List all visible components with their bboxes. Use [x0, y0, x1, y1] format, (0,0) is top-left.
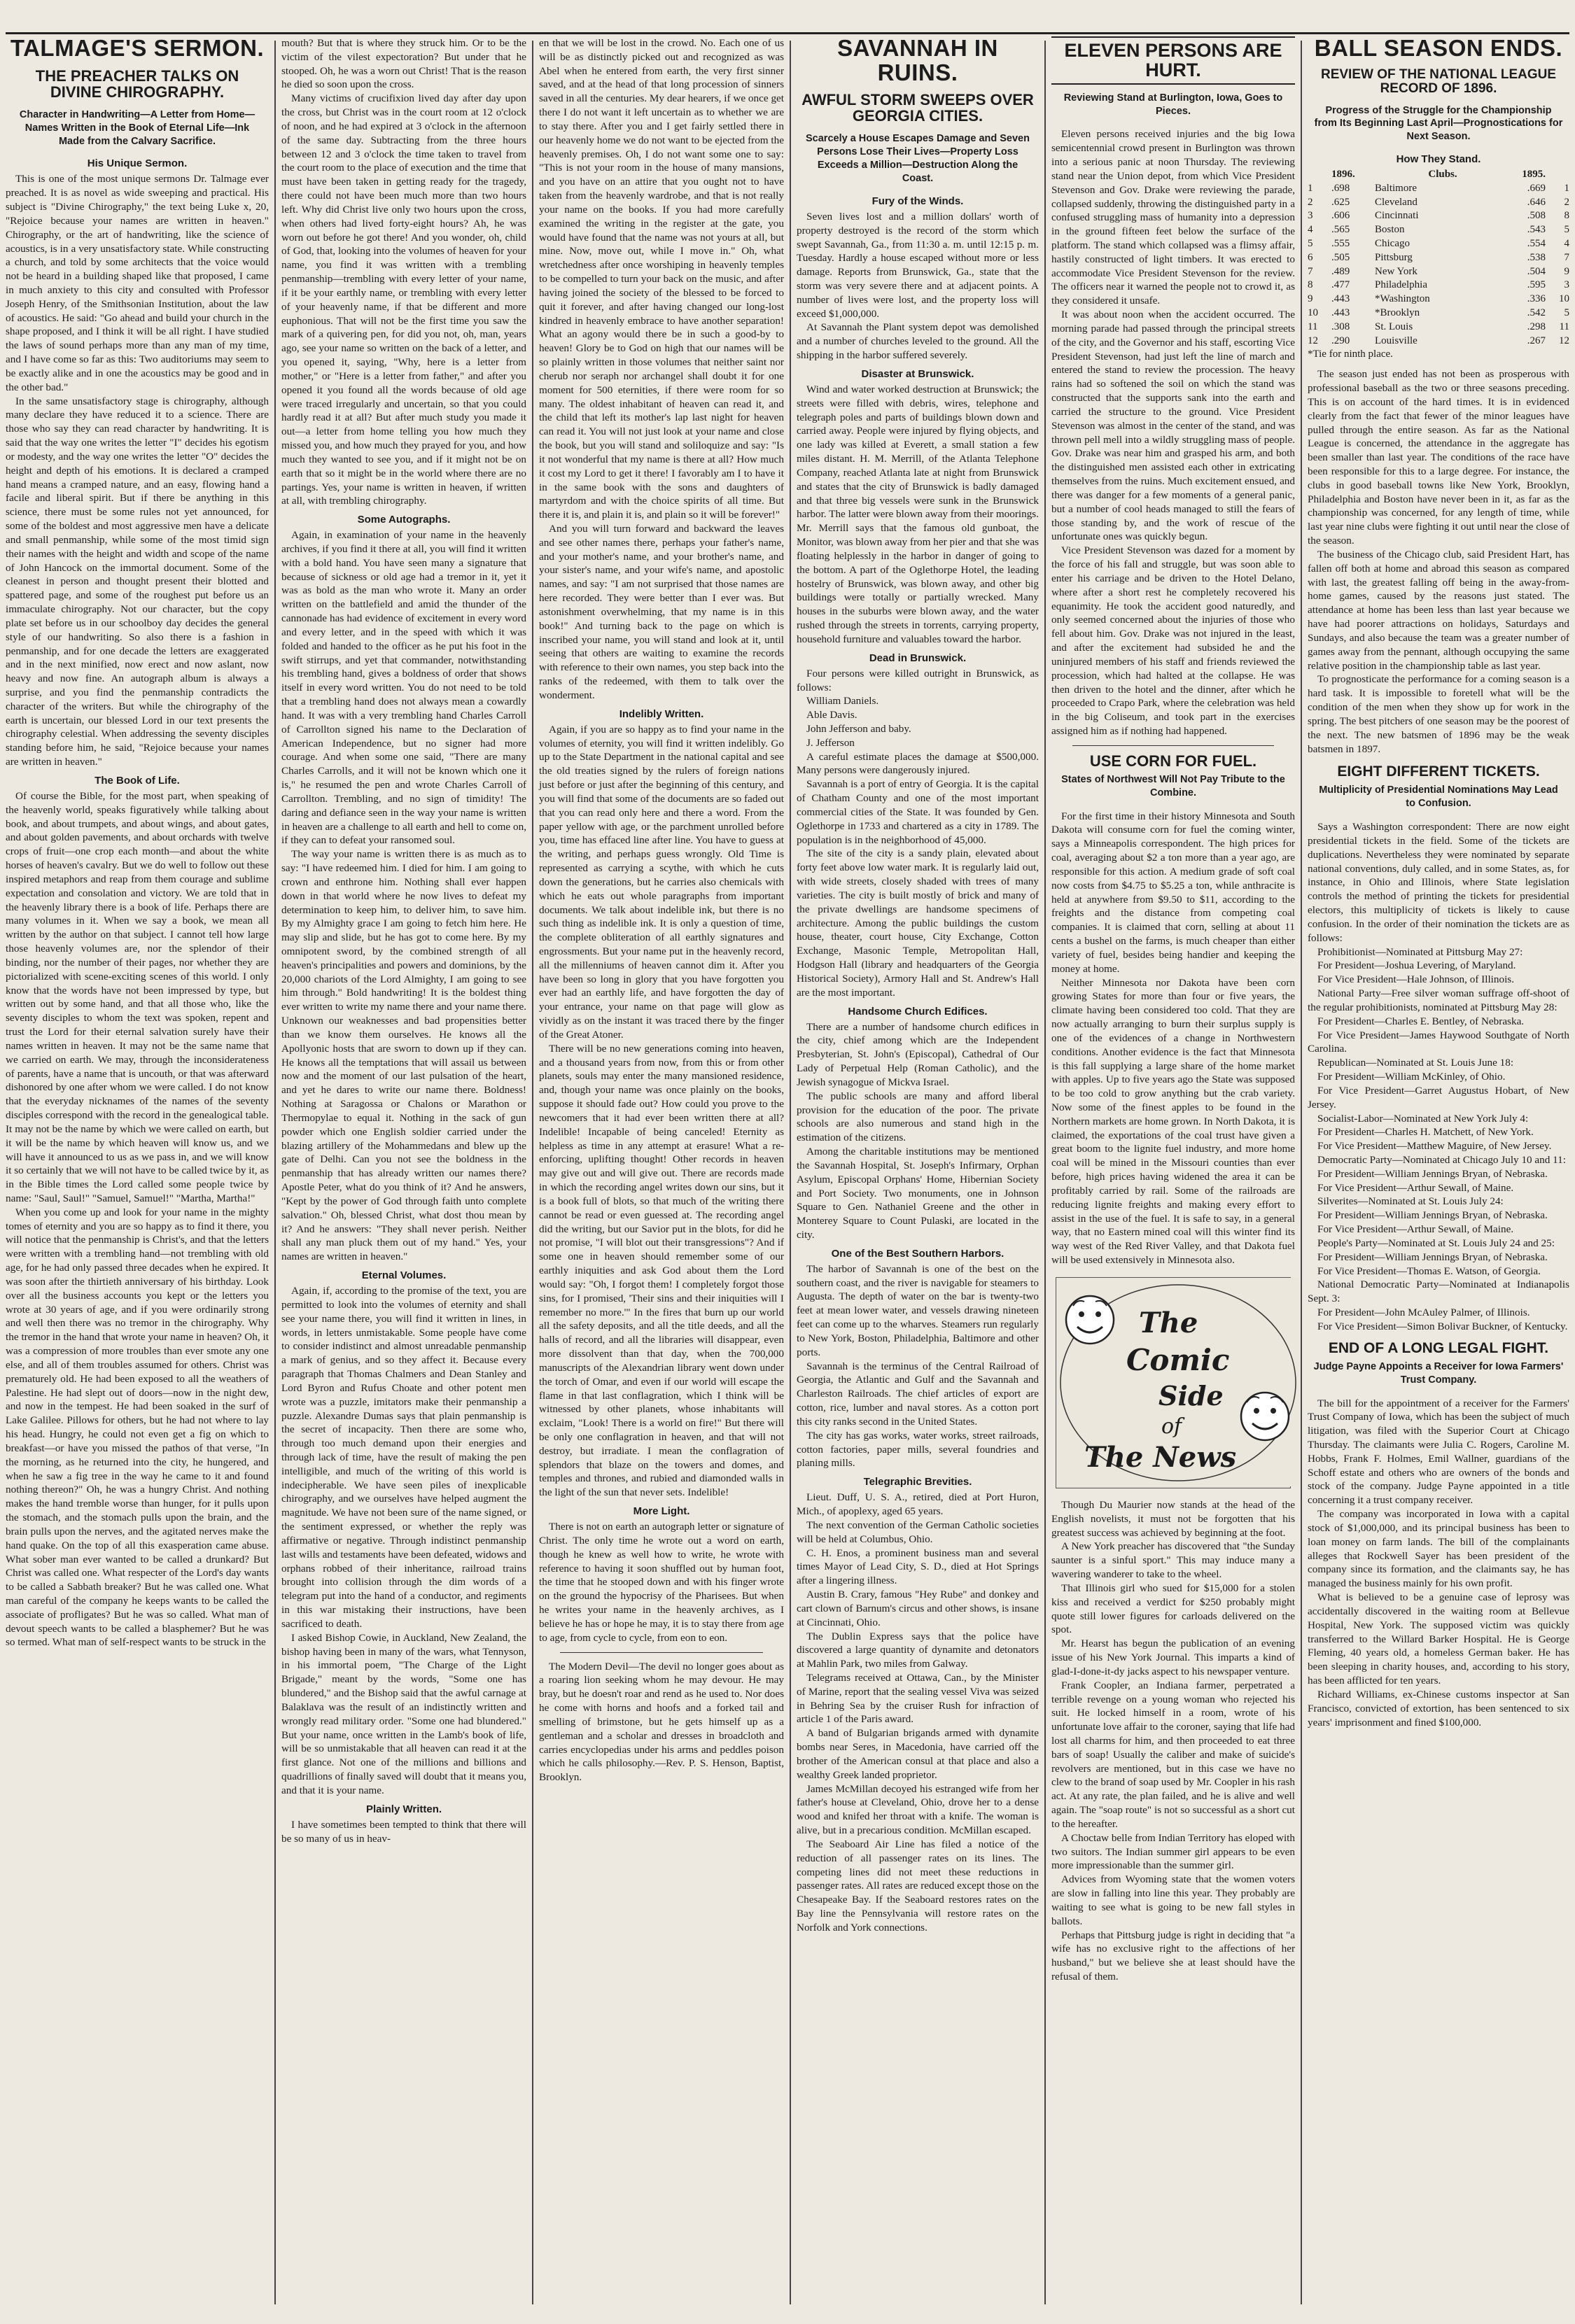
standings-table [1308, 168, 1569, 362]
standings-row [1308, 293, 1569, 307]
standings-pct-1895: .504 [1527, 265, 1546, 277]
column-5 [1046, 36, 1301, 2307]
article-paragraph: Of course the Bible, for the most part, when speaking of the heavenly world, speaks figuratively while talking about book, and about trumpets, and about wings, and about gates, and about golden pavements, and about orchards with twelve crops of fruit—one crop each month—and about the white horses of heaven's cavalry. But we do well to follow out these inspired metaphors and reap from them courage and sublime expectation and consolation and victory. We are told that in the heavenly library there is a book of life. Perhaps there are many volumes in it. When we say a book, we mean all written by the author on that subject. I cannot tell how large those heavenly volumes are, nor the splendor of their binding, nor the number of their pages, nor whether they are pictorialized with scene-exciting scenes of this world. I only know that the words have not been impressed by type, but written out by some hand, and that all those who, like the seventy disciples to whom the text was spoken, repent and trust the Lord for their eternal salvation surely have their names written in heaven. It may not be the same name that we carried on earth. We may, through the inconsiderateness of parents, have a name that is uncouth, or that was afterward dishonored by one after whom we were called. I do not know that the everyday nicknames of the names of the seventy disciples correspond with the record in the genealogical table. It may not be the name by which we were called on earth, but it will be the name by which heaven will know us, and we will have it announced to us as we pass in, and we will know it so certainly that we will not have to be called twice by it, as in the Bible times the Lord called some people twice by name: "Saul, Saul!" "Samuel, Samuel!" "Martha, Martha!" [6, 789, 269, 1204]
article-paragraph: There are a number of handsome church edifices in the city, chief among which are the Independent Presbyterian, St. John's (Episcopal), Cathedral of Our Lady of Perpetual Help (Roman Catholic), and the Jewish synagogue of Mickva Israel. [797, 1020, 1039, 1088]
standings-pct-1896: .477 [1331, 279, 1350, 291]
article-paragraph: Again, if you are so happy as to find your name in the volumes of eternity, you will find it written indelibly. Go up to the State Department in the national capital and see the old treaties signed by the rulers of foreign nations just before or just after the beginning of this century, and you will find that some of the documents are so faded out that you can read only here and there a word. From the paper yellow with age, or the parchment unrolled before you, time has effaced line after line. You have to guess at the writing, and perhaps guess wrongly. Old Time is represented as carrying a scythe, with which he cuts down the generations, but he carries also chemicals with which he eats out whole paragraphs from important documents. We talk about indelible ink, but there is no such thing as indelible ink. It is only a question of time, the complete obliteration of all earthly signatures and engrossments. But your name put in the heavenly record, all the millenniums of heaven cannot dim it. After you have been so long in glory that you have forgotten you ever had an earthly life, and have forgotten the day of your entrance, your name on that page will glow as vividly as on the instant it was traced there by the finger of the Great Atoner. [539, 723, 784, 1041]
article-paragraph: At Savannah the Plant system depot was demolished and a number of churches leveled to the ground. All the shipping in the harbor suffered severely. [797, 321, 1039, 362]
article-paragraph: Among the charitable institutions may be mentioned the Savannah Hospital, St. Joseph's Infirmary, Orphan Asylum, Episcopal Orphans' Home, Hibernian Society and Port Society. Two monuments, one in Johnson Square to Gen. Nathaniel Greene and the other in Monterey Square to Count Pulaski, are located in the city. [797, 1146, 1039, 1241]
comic-side-illustration [1056, 1277, 1291, 1488]
standings-row [1308, 334, 1569, 348]
brevity-item: Lieut. Duff, U. S. A., retired, died at Port Huron, Mich., of apoplexy, aged 65 years. [797, 1491, 1039, 1518]
ticket-line: For President—William Jennings Bryan, of Nebraska. [1317, 1167, 1548, 1180]
ticket-line: People's Party—Nominated at St. Louis July 24 and 25: [1317, 1237, 1555, 1249]
ticket-line: For Vice President—Hale Johnson, of Illinois. [1317, 973, 1515, 986]
standings-rank-1895: 3 [1564, 279, 1569, 291]
ticket-line: Socialist-Labor—Nominated at New York July 4: [1317, 1112, 1529, 1125]
standings-pct-1896: .555 [1331, 238, 1350, 250]
ticket-line: National Party—Free silver woman suffrage off-shoot of the regular prohibitionists, nominated at Pittsburg May 28: [1308, 987, 1569, 1013]
dead-list-item: J. Jefferson [806, 736, 855, 749]
column-1 [0, 36, 274, 2307]
ticket-line: For President—John McAuley Palmer, of Illinois. [1317, 1307, 1530, 1319]
talmage-deck: Character in Handwriting—A Letter from Home—Names Written in the Book of Eternal Life—Ink Made from the Calvary Sacrifice. [19, 108, 255, 147]
standings-rank-1896: 11 [1308, 321, 1318, 332]
article-paragraph: Again, if, according to the promise of the text, you are permitted to look into the volumes of eternity and shall see your name there, you will find it written in lines, in words, in letters unmistakable. Some people have come to consider indistinct and almost unreadable penmanship a mark of genius, and so they affect it. Because every paragraph that Thomas Chalmers and Dean Stanley and Lord Byron and Rufus Choate and other potent men wrote was a puzzle, imitators make their penmanship a puzzle. Alexandre Dumas says that plain penmanship is the secret of incapacity. Then there are some who, through too much demand upon their energies and through lack of time, have the result of making the pen intelligible, and much of the writing of this world is indecipherable. We have seen piles of inexplicable chirography, and we ourselves have helped augment the magnitude. We have not been sure of the name signed, or the sentiment expressed, or whether the reply was affirmative or negative. Through indistinct penmanship last wills and testaments have been defeated, widows and orphans robbed of their inheritance, railroad trains brought into collision through the dim words of a telegram put into the hand of a conductor, and regiments in this war mistaking their instructions, have been sacrificed to death. [281, 1285, 526, 1630]
standings-pct-1896: .698 [1331, 182, 1350, 194]
standings-pct-1896: .505 [1331, 251, 1350, 263]
ticket-line: For Vice President—Thomas E. Watson, of Georgia. [1317, 1265, 1541, 1277]
standings-pct-1896: .443 [1331, 307, 1350, 319]
right-face-icon [1241, 1393, 1289, 1440]
ticket-line: Republican—Nominated at St. Louis June 18: [1317, 1057, 1514, 1069]
section-heading: One of the Best Southern Harbors. [831, 1247, 1004, 1260]
standings-club: Louisville [1375, 334, 1418, 346]
standings-row [1308, 209, 1569, 223]
savannah-deck: Scarcely a House Escapes Damage and Seven Persons Lose Their Lives—Property Loss Exceeds a Million—Destruction Along the Coast. [806, 133, 1030, 184]
standings-rank-1896: 10 [1308, 307, 1318, 319]
section-heading: Some Autographs. [357, 514, 451, 526]
article-paragraph: The Modern Devil—The devil no longer goes about as a roaring lion seeking whom he may devour. He may bray, but he doesn't roar and rend as he used to. Nor does he come with horns and hoofs and a forked tail and smelling of brimstone, but he gets himself up as a gentleman and a scholar and dresses in broadcloth and carries encyclopedias under his arms and peddles poison which he calls philosophy.—Rev. P. S. Henson, Baptist, Brooklyn. [539, 1660, 784, 1784]
standings-pct-1895: .267 [1527, 334, 1546, 346]
ticket-line: Democratic Party—Nominated at Chicago July 10 and 11: [1317, 1154, 1566, 1166]
section-heading: Indelibly Written. [619, 707, 704, 720]
standings-rank-1896: 1 [1308, 182, 1313, 194]
brevity-item: Telegrams received at Ottawa, Can., by the Minister of Marine, report that the sealing vessel Viva was seized in Behring Sea by the cruiser Rush for infraction of article 1 of the Paris award. [797, 1672, 1039, 1726]
article-paragraph: Neither Minnesota nor Dakota have been corn growing States for more than four or five years, the climate having been considered too cold. That they are now actually arranging to burn their surplus supply is one of the evidences of a change in Northwestern conditions. Another evidence is the fact that Minnesota is this fall supplying a large share of the home market with apples. Up to five years ago the State was supposed to be too cold to grow anything but the crab variety. Now some of the finest apples to be found in the Northern markets are home grown. In North Dakota, it is claimed, the exportations of the coal trust have given a great boom to the lignite fuel industry, and more home coal will be mined in the Missouri counties than ever before, high prices having widened the area it can be profitably carried by rail. Some of the railroads are reducing lignite freights and making every effort to assist in the use of the fuel. It is safe to say, in a general way, that no Eastern mined coal will this winter find its way west of the Red River Valley, and that Dakota fuel will be used extensively in Minnesota also. [1051, 976, 1295, 1267]
column-3 [533, 36, 790, 2307]
standings-pct-1895: .595 [1527, 279, 1546, 291]
ball-season-headline: BALL SEASON ENDS. [1314, 36, 1563, 61]
comic-text-side: Side [1158, 1379, 1224, 1411]
standings-pct-1895: .538 [1527, 251, 1546, 263]
comic-item: Though Du Maurier now stands at the head of the English novelists, it must not be forgotten that his greatest success was achieved by beginning at the foot. [1051, 1498, 1295, 1539]
article-paragraph: There will be no new generations coming into heaven, and a thousand years from now, from this or from other planets, souls may enter the many mansioned residence, and, though your name was once plainly on the books, suppose it should fade out? How could you prove to the newcomers that it had ever been written there at all? Indelible! Incapable of being canceled! Eternity as helpless as time in any attempt at erasure! What a re-enforcing, uplifting thought! Other records in heaven may give out and will give out. There are records made in which the recording angel writes down our sins, but it is a book full of blots, so that much of the writing there cannot be read or even guessed at. The recording angel did the writing, but our Savior put in the blots, for did he not promise, "I will blot out their transgressions"? And if some one in heaven should remember some of our earthly iniquities and ask God about them the Lord would say: "Oh, I forgot them! I completely forgot those sins, for I promised, 'Their sins and their iniquities will I remember no more.'" In the fires that burn up our world all the safety deposits, and all the title deeds, and all the halls of record, and all the libraries will disappear, even more dissolvent than that day, when the 700,000 manuscripts of the Alexandrian library went down under the torch of Omar, and even if our world will escape the flame in that last conflagration, which I think will be witnessed by other planets, whose inhabitants will exclaim, "Look! There is a world on fire!" But there will be only one conflagration in heaven, and that will not destroy, but irradiate. I mean the conflagration of splendors that blaze on the towers and domes, and temples and thrones, and rubied and diamonded walls in the light of the sun that never sets. Indelible! [539, 1042, 784, 1499]
standings-header-1896: 1896. [1331, 169, 1355, 181]
standings-rank-1895: 10 [1559, 293, 1569, 305]
divider [1072, 745, 1274, 746]
standings-rank-1895: 5 [1564, 307, 1569, 319]
standings-club: New York [1375, 265, 1418, 277]
article-paragraph: What is believed to be a genuine case of leprosy was accidentally discovered in the waiting room at Bellevue Hospital, New York. The supposed victim was quickly transferred to the Willard Barker Hospital. He is George Fleming, 40 years old, a homeless German baker. He has been sleeping in charity houses, and, according to his story, has been afflicted for ten years. [1308, 1591, 1569, 1687]
standings-rank-1895: 2 [1564, 196, 1569, 208]
article-paragraph: The city has gas works, water works, street railroads, cotton factories, paper mills, several foundries and planing mills. [797, 1429, 1039, 1470]
talmage-headline: TALMAGE'S SERMON. [10, 36, 265, 61]
article-paragraph: en that we will be lost in the crowd. No. Each one of us will be as distinctly picked out and recognized as was Abel when he entered from earth, the very first sinner saved, and at the head of that long procession of sinners saved in all the centuries. My dear hearers, if we once get there I do not want it left uncertain as to whether we are to stay there. After you and I get fairly settled there in our heavenly home we do not want to be ejected from the heavenly premises. Oh, I do not want some one to say: "This is not your room in the house of many mansions, and you have on an attire that you ought not to have taken from the heavenly wardrobe, and that is not really your name on the books. If you had more carefully examined the writing in the register at the gate, you would have found that the name was not yours at all, but mine. Now, move out, while I move in." Oh, what wretchedness after once worshiping in heavenly temples to be compelled to turn your back on the music, and after having joined the society of the blessed to be forced to quit it forever, and after having changed our long-lost kindred in heavenly embrace to have another separation! What an agony would there be in such a good-by to heaven! Glory be to God on high that our names will be so plainly written in those volumes that neither saint nor cherub nor seraph nor archangel shall doubt it for one moment for 500 eternities, if there were room for so many. The oldest inhabitant of heaven can read it, and the child that left its mother's lap last night for heaven can read it. You will not just look at your name and close the book, but you will stand and soliloquize and say: "Is it not wonderful that my name is there at all? How much it cost my Lord to get it there! I favorably am I to have it in the same book with the sons and daughters of martyrdom and with the choice spirits of all time. But there it is, and plain it is, and plain so it will be forever!" [539, 37, 784, 521]
standings-rank-1896: 4 [1308, 224, 1313, 236]
section-heading: More Light. [633, 1505, 690, 1518]
comic-side-art [1056, 1278, 1300, 1486]
ticket-line: For Vice President—Garret Augustus Hobart, of New Jersey. [1308, 1084, 1569, 1111]
standings-pct-1896: .606 [1331, 210, 1350, 222]
comic-text-the: The [1139, 1306, 1198, 1339]
section-heading: Fury of the Winds. [872, 195, 964, 207]
standings-pct-1896: .489 [1331, 265, 1350, 277]
article-paragraph: Many victims of crucifixion lived day after day upon the cross, but Christ was in the court room at 12 o'clock of noon, and he had expired at 3 o'clock in the afternoon of the same day. Subtracting from the three hours between 12 and 3 o'clock the time taken to travel from the court room to the place of execution and the time that must have been taken in getting ready for the tragedy, there could not have been much more than two hours left. Why did Christ live only two hours upon the cross, when others had lived forty-eight hours? Ah, he was worn out before he got there! And you wonder, oh, child of God, that, looking into the volumes of heaven for your name, you find it was written with a trembling penmanship—trembling with every letter of your name, if it be your earthly name, or trembling with every letter of your heavenly name, if that be different and more euphonious. That will not be the first time you saw the mark of a quivering pen, for did you not, oh, man, years ago, see your name so written on the back of a letter, and you opened it, saying, "Why, here is a letter from mother," or "Here is a letter from father," and after you opened it you found all the words because of old age were traced irregularly and uncertain, so that you could hardly read it at all? But after much study you made it out—a letter from home telling you how much they missed you, and how much they prayed for you, and how much they wanted to see you, and if it might not be on earth that so it might be in the world where there are no partings. Yes, your name is written in heaven, if written at all, with trembling chirography. [281, 92, 526, 507]
standings-pct-1895: .336 [1527, 293, 1546, 305]
article-paragraph: Says a Washington correspondent: There are now eight presidential tickets in the field. Some of the tickets are duplications. Nevertheless they were nominated by separate national conventions, duly called, and in some States, as, for instance, in Ohio and Illinois, where State legislation controls the method of printing the tickets for presidential electors, this multiplicity of tickets is likely to cause confusion. In the order of their nomination the tickets are as follows: [1308, 821, 1569, 944]
section-heading: Telegraphic Brevities. [863, 1476, 972, 1488]
standings-rank-1895: 12 [1559, 334, 1569, 346]
standings-pct-1896: .565 [1331, 224, 1350, 236]
standings-club: *Washington [1375, 293, 1430, 305]
standings-header-1895: 1895. [1522, 169, 1546, 181]
standings-rank-1895: 4 [1564, 238, 1569, 250]
standings-club: St. Louis [1375, 321, 1413, 332]
column-2 [276, 36, 532, 2307]
dead-list-item: John Jefferson and baby. [806, 723, 911, 735]
article-paragraph: The company was incorporated in Iowa with a capital stock of $1,000,000, and its principal business has been to loan money on farm lands. The bill of the complainants alleges that Rockwell Sayer has been president of the company since its formation, and the claimants say, he has managed the business mainly for his own profit. [1308, 1508, 1569, 1590]
standings-rank-1896: 7 [1308, 265, 1313, 277]
comic-text-of: of [1161, 1414, 1182, 1439]
brevity-item: James McMillan decoyed his estranged wife from her father's house at Cleveland, Ohio, drove her to a dense wood and knifed her throat with a knife. The woman is alive, but in a precarious condition. McMillan escaped. [797, 1782, 1039, 1837]
ticket-line: For Vice President—Arthur Sewall, of Maine. [1317, 1223, 1514, 1236]
standings-rank-1895: 5 [1564, 224, 1569, 236]
article-paragraph: It was about noon when the accident occurred. The morning parade had passed through the principal streets of the city, and the Governor and his staff, escorting Vice President Stevenson, had just left the line of march and entered the stand to review the procession. The heavy rains had so softened the soil on which the stand was constructed that the supports sank into the earth and carried the structure to the ground. Vice President Stevenson was almost in the center of the stand, and was thrown pell mell into a wildly struggling mass of people. Gov. Drake was near him and grasped his arm, and both the distinguished men assisted each other in extricating themselves from the ruins. Much excitement ensued, and there was danger for a few moments of a general panic, but a number of cool heads managed to still the fears of those standing by, and the work of rescue of the unfortunate ones was quickly begun. [1051, 309, 1295, 543]
standings-pct-1896: .625 [1331, 196, 1350, 208]
comic-item: Advices from Wyoming state that the women voters are slow in falling into line this year. They probably are waiting to see what is going to be new fall styles in ballots. [1051, 1873, 1295, 1927]
brevity-item: A band of Bulgarian brigands armed with dynamite bombs near Seres, in Macedonia, have carried off the brother of the American consul at that place and also a wealthy Greek landed proprietor. [797, 1727, 1039, 1781]
article-paragraph: Savannah is the terminus of the Central Railroad of Georgia, the Atlantic and Gulf and the Savannah and Charleston Railroads. The chief articles of export are cotton, rice, lumber and naval stores. As a cotton port this city ranks second in the United States. [797, 1360, 1039, 1428]
ticket-line: For President—William Jennings Bryan, of Nebraska. [1317, 1209, 1548, 1222]
legal-fight-headline: END OF A LONG LEGAL FIGHT. [1328, 1339, 1549, 1356]
divider [560, 1652, 763, 1653]
article-paragraph: To prognosticate the performance for a coming season is a hard task. It is impossible to foretell what will be the condition of the men when they show up for work in the spring. The best pitchers of one season may be the poorest of the next. The new batsmen of 1896 may be the weak batsmen in 1897. [1308, 673, 1569, 755]
comic-item: A New York preacher has discovered that "the Sunday saunter is a sinful sport." This may induce many a wavering wanderer to take to the wheel. [1051, 1540, 1295, 1581]
standings-row [1308, 265, 1569, 279]
ticket-line: National Democratic Party—Nominated at Indianapolis Sept. 3: [1308, 1279, 1569, 1305]
section-heading: Disaster at Brunswick. [861, 367, 974, 380]
savannah-subheadline: AWFUL STORM SWEEPS OVER GEORGIA CITIES. [802, 91, 1034, 125]
dead-list-item: William Daniels. [806, 695, 879, 707]
comic-text-the-news: The News [1084, 1440, 1237, 1474]
column-6 [1302, 36, 1575, 2307]
article-paragraph: This is one of the most unique sermons Dr. Talmage ever preached. It is as novel as wide sweeping and practical. His subject is "Divine Chirography," the text being Luke x, 20, "Rejoice because your names are written in heaven." Chirography, or the art of handwriting, like the science of acoustics, is in a very unsatisfactory state. While constructing a church, and told by some architects that the voice would not be heard in a building shaped like that proposed, I came in much anxiety to this city and consulted with Professor Joseph Henry, of the Smithsonian Institution, about the law of acoustics. He said: "Go ahead and build your church in the shape proposed, and I think it will be all right. I have studied the laws of sound perhaps more than any man of my time, and I have come so far as this: Two auditoriums may seem to be exactly alike and in one the acoustics may be good and in the other bad." [6, 173, 269, 393]
tickets-headline: EIGHT DIFFERENT TICKETS. [1337, 763, 1540, 780]
article-paragraph: For the first time in their history Minnesota and South Dakota will consume corn for fuel the coming winter, says a Minneapolis correspondent. The high prices for coal, averaging about $2 a ton more than a year ago, are responsible for this action. A medium grade of soft coal now costs from $4.75 to $5.25 a ton, while anthracite is held at anywhere from $9.50 to $11, according to the freights and the distance from competing coal companies. It is claimed that corn, selling at about 11 cents a bushel on the farms, is much cheaper than either variety of fuel, besides being handier and keeping the money at home. [1051, 810, 1295, 975]
comic-item: Perhaps that Pittsburg judge is right in deciding that "a wife has no exclusive right to the affections of her husband," but we believe she at least should have the refusal of them. [1051, 1929, 1295, 1983]
brevity-item: C. H. Enos, a prominent business man and several times Mayor of Lead City, S. D., died at Hot Springs after a lingering illness. [797, 1547, 1039, 1587]
standings-rank-1895: 1 [1564, 182, 1569, 194]
standings-rank-1896: 9 [1308, 293, 1313, 305]
standings-club: Cleveland [1375, 196, 1418, 208]
article-paragraph: The harbor of Savannah is one of the best on the southern coast, and the river is navigable for steamers to Augusta. The depth of water on the bar is twenty-two feet at mean lower water, and vessels drawing nineteen feet can come up to the wharves. Steamers run regularly to New York, Boston, Philadelphia, Baltimore and other ports. [797, 1262, 1039, 1358]
ticket-line: For President—William Jennings Bryan, of Nebraska. [1317, 1251, 1548, 1263]
article-paragraph: I asked Bishop Cowie, in Auckland, New Zealand, the bishop having been in many of the wars, what Tennyson, in his immortal poem, "The Charge of the Light Brigade," meant by the words, "Some one has blundered," and the Bishop said that the awful carnage at Balaklava was the result of an indistinctly written and wrongly read military order. "Some one had blundered." But your name, once written in the Lamb's book of life, will be so unmistakable that all heaven can read it at the first glance. Not one of the millions and billions and quadrillions of finally saved will doubt that it means you, and that it is your name. [281, 1631, 526, 1796]
section-heading: The Book of Life. [94, 774, 180, 787]
article-paragraph: In the same unsatisfactory stage is chirography, although many declare they have reduced it to a science. There are those who say they can read character by handwriting. It is said that the way one writes the letter "I" decides his egotism or modesty, and the way one writes the letter "O" decides the height and depth of his emotions. It is declared a cramped hand means a cramped nature, and an easy, flowing hand a facile and liberal spirit. But if there be anything in this science, there must be some rules not yet announced, for some of the boldest and most aggressive men have a delicate and small penmanship, while some of the most timid sign their names with the height and width and scope of the name of John Hancock on the immortal document. Some of the cleanest in person and thought present their blotted and spattered page, and some of the roughest put before us an immaculate chirography. Not our character, but the copy plate set before us in our schoolboy day decides the general style of our handwriting. So also there is a fashion in penmanship, and for one decade the letters are exaggerated and in the next minified, now erect and now aslant, now heavy and now fine. An autograph album is always a surprise, and you find the penmanship contradicts the character of the writers. But while the chirography of the earth is uncertain, our blessed Lord in our text presents the chirography celestial. When addressing the seventy disciples standing before him, he said, "Rejoice because your names are written in heaven." [6, 395, 269, 768]
ball-season-subheadline: REVIEW OF THE NATIONAL LEAGUE RECORD OF 1896. [1320, 66, 1557, 96]
brevity-item: Austin B. Crary, famous "Hey Rube" and donkey and cart clown of Barnum's circus and other shows, is insane at Cincinnati, Ohio. [797, 1589, 1039, 1628]
article-paragraph: I have sometimes been tempted to think that there will be so many of us in heav- [281, 1818, 526, 1845]
comic-text-comic: Comic [1126, 1342, 1230, 1377]
standings-row [1308, 251, 1569, 265]
article-paragraph: The site of the city is a sandy plain, elevated about forty feet above low water mark. It is regularly laid out, with wide streets, closely shaded with trees of many varieties. The city is built mostly of brick and many of the private dwellings are handsome specimens of architecture. Among the public buildings the custom house, theater, court house, City Exchange, Cotton Exchange, Masonic Temple, Metropolitan Hall, Hodgson Hall (library and headquarters of the Georgia Historical Society), Armory Hall and St. Andrew's Hall are the most important. [797, 847, 1039, 999]
standings-club: Philadelphia [1375, 279, 1427, 291]
standings-pct-1895: .543 [1527, 224, 1546, 236]
standings-row [1308, 182, 1569, 196]
ticket-line: For President—Charles H. Matchett, of New York. [1317, 1126, 1534, 1139]
standings-club: Boston [1375, 224, 1405, 236]
ticket-line: Silverites—Nominated at St. Louis July 24: [1317, 1195, 1504, 1208]
ticket-line: For President—William McKinley, of Ohio. [1317, 1071, 1506, 1083]
standings-rank-1896: 2 [1308, 196, 1313, 208]
standings-club: *Brooklyn [1375, 307, 1420, 319]
comic-item: Mr. Hearst has begun the publication of an evening issue of his New York Journal. This imparts a kind of glad-I-done-it-dy jacks aspect to his newspaper venture. [1051, 1638, 1295, 1677]
article-paragraph: There is not on earth an autograph letter or signature of Christ. The only time he wrote out a word on earth, though he knew as well how to write, he wrote with reference to having it soon shuffled out by human foot, the time that he stooped down and with his finger wrote on the ground the hypocrisy of the Pharisees. But when he writes your name in the heavenly archives, as I believe he has or hope he may, it is to stay there from age to age, from cycle to cycle, from eon to eon. [539, 1521, 784, 1644]
standings-rank-1895: 8 [1564, 210, 1569, 222]
legal-fight-deck: Judge Payne Appoints a Receiver for Iowa Farmers' Trust Company. [1313, 1360, 1564, 1386]
section-heading: His Unique Sermon. [87, 157, 188, 170]
standings-club: Chicago [1375, 238, 1410, 250]
article-paragraph: Seven lives lost and a million dollars' worth of property destroyed is the record of the storm which swept Savannah, Ga., from 11:30 a. m. until 12:15 p. m. Tuesday. Hardly a house escaped without more or less damage. Reports from Brunswick, Ga., state that the storm was very severe there and at adjacent points. A number of lives were lost, and the property loss will exceed $1,000,000. [797, 210, 1039, 320]
article-paragraph: Vice President Stevenson was dazed for a moment by the force of his fall and struggle, but was soon able to enter his carriage and be driven to the Hotel Delano, where after a short rest he completely recovered his equanimity. He took the accident good naturedly, and only seemed concerned about the injuries of those who fell about him. Gov. Drake was not injured in the least, and after the excitement had subsided he and the uninjured members of his staff and friends reviewed the procession, which had halted at the collapse. He was then driven to the hotel and the dinner, after which he proceeded to Crapo Park, where the celebration was held in the big Coliseum, and took part in the exercises assigned him as if nothing had happened. [1051, 544, 1295, 737]
standings-row [1308, 223, 1569, 237]
article-paragraph: The season just ended has not been as prosperous with professional baseball as the two or three seasons preceding. This is on account of the hard times. It is in evidenced clearly from the fact that fewer of the minor leagues have pulled through the entire season. As far as the National League is concerned, the attendance in the aggregate has been smaller than last year. The conditions of the race have been responsible for this to a large degree. For instance, the clubs in good baseball towns like New York, Brooklyn, Philadelphia and Boston have never been in it, as far as the championship was concerned, for any length of time, while last year nine clubs were fighting it out until near the close of the season. [1308, 368, 1569, 547]
top-rule [6, 32, 1569, 34]
article-paragraph: Richard Williams, ex-Chinese customs inspector at San Francisco, convicted of extortion, has been sentenced to six years' imprisonment and fined $100,000. [1308, 1688, 1569, 1728]
standings-club: Baltimore [1375, 182, 1417, 194]
standings-rank-1895: 9 [1564, 265, 1569, 277]
ticket-line: Prohibitionist—Nominated at Pittsburg May 27: [1317, 945, 1523, 958]
talmage-subheadline: THE PREACHER TALKS ON DIVINE CHIROGRAPHY. [35, 66, 239, 101]
brevity-item: The Seaboard Air Line has filed a notice of the reduction of all passenger rates on its lines. The competing lines did not meet these reductions in passenger rates. All rates are reduced except those on the Chesapeake Bay. If the Seaboard restores rates on the Bay line the Pennsylvania will restore rates on the Norfolk and York connections. [797, 1838, 1039, 1934]
article-paragraph: Savannah is a port of entry of Georgia. It is the capital of Chatham County and one of the most important commercial cities of the State. It was founded by Gen. Oglethorpe in 1733 and chartered as a city in 1789. The population is in the neighborhood of 45,000. [797, 778, 1039, 846]
standings-rank-1895: 7 [1564, 251, 1569, 263]
tickets-list [1308, 945, 1569, 1334]
standings-rank-1896: 6 [1308, 251, 1313, 263]
standings-club: Cincinnati [1375, 210, 1419, 222]
standings-pct-1896: .308 [1331, 321, 1350, 332]
standings-pct-1895: .542 [1527, 307, 1546, 319]
brevity-item: The next convention of the German Catholic societies will be held at Columbus, Ohio. [797, 1519, 1039, 1545]
standings-note: *Tie for ninth place. [1308, 348, 1393, 360]
standings-header [1308, 168, 1569, 182]
section-heading: Eternal Volumes. [361, 1269, 447, 1282]
ticket-line: For President—Joshua Levering, of Maryland. [1317, 959, 1516, 972]
standings-rank-1896: 5 [1308, 238, 1313, 250]
standings-pct-1895: .646 [1527, 196, 1546, 208]
article-paragraph: When you come up and look for your name in the mighty tomes of eternity and you are so happy as to find it there, you will notice that the penmanship is Christ's, and that the letters were written with a trembling hand—not trembling with old age, for he had only passed three decades when he expired. It was soon after the thirtieth anniversary of his birthday. Look over all the business accounts you kept or the letters you wrote at 30 years of age, and if you were ordinarily strong and well then there was no tremor in the chirography. Why the tremor in the hand that wrote your name in heaven? Oh, it was a compression of more troubles than ever smote any one else, and all of them troubles assumed for others. Christ was prematurely old. He had been exposed to all the weathers of Palestine. He had slept out of doors—now in the night dew, and now in the tempest. He had been soaked in the surf of Lake Galilee. Pillows for others, but he had not where to lay his head. Hungry, he could not even get a fig on which to breakfast—or have you missed the pathos of that verse, "In the morning, as he returned into the city, he hungered, and when he saw a fig tree in the way he came to it and found nothing thereon?" Oh, he was a hungry Christ. And nothing makes the hand tremble worse than hunger, for it pulls upon the stomach, and the stomach pulls upon the brain, and the brain pulls upon the nerves, and the agitated nerves make the hand quake. On the top of all this exasperation came abuse. What sober man ever wanted to be called a drunkard? But Christ was called one. What respecter of the Lord's day wants to be called a Sabbath breaker? But he was called one. What man careful of the company he keeps wants to be called the associate of profligates? But he was so called. What man of devout speech wants to be called a blasphemer? But he was so termed. What man of self-respect wants to be struck in the [6, 1206, 269, 1649]
standings-pct-1895: .669 [1527, 182, 1546, 194]
ticket-line: For Vice President—Matthew Maguire, of New Jersey. [1317, 1140, 1552, 1153]
standings-rank-1896: 3 [1308, 210, 1313, 222]
ticket-line: For President—Charles E. Bentley, of Nebraska. [1317, 1015, 1525, 1027]
savannah-headline: SAVANNAH IN RUINS. [837, 36, 998, 85]
article-paragraph: Four persons were killed outright in Brunswick, as follows: [797, 667, 1039, 693]
left-face-icon [1066, 1296, 1114, 1344]
standings-title: How They Stand. [1396, 153, 1481, 166]
section-heading: Dead in Brunswick. [869, 652, 967, 664]
brevity-item: The Dublin Express says that the police have discovered a large quantity of dynamite and detonators at Mahlin Park, two miles from Galway. [797, 1630, 1039, 1670]
standings-row [1308, 321, 1569, 334]
standings-row [1308, 237, 1569, 251]
article-paragraph: The bill for the appointment of a receiver for the Farmers' Trust Company of Iowa, which has been the subject of much litigation, was filed with the Superior Court at Chicago Thursday. The claimants were Julia C. Rogers, Caroline M. Hobbs, Frank F. Holmes, Emil Wallner, guardians of the Schoff estate and others who are owners of the bonds and stock of the company. Judge Payne appointed in a title concerning it a trust company receiver. [1308, 1397, 1569, 1507]
comic-item: A Choctaw belle from Indian Territory has eloped with two suitors. The Indian summer girl appears to be even more impressionable than the summer girl. [1051, 1831, 1295, 1872]
standings-pct-1895: .508 [1527, 210, 1546, 222]
article-paragraph: The business of the Chicago club, said President Hart, has fallen off both at home and abroad this season as compared with last, the greatest falling off being in the away-from-home games, caused by the reasons just stated. The attendance at home has been less than last year because we have had poorer attractions on holidays, Saturdays and Sundays, and also because the team was a greater number of games away from the pennant, although occupying the same relative position in the championship table as last year. [1308, 548, 1569, 672]
standings-row [1308, 279, 1569, 293]
standings-pct-1895: .298 [1527, 321, 1546, 332]
standings-pct-1896: .443 [1331, 293, 1350, 305]
ball-season-deck: Progress of the Struggle for the Championship from Its Beginning Last April—Prognostications for Next Season. [1314, 104, 1563, 143]
article-paragraph: Again, in examination of your name in the heavenly archives, if you find it there at all, you will find it written with a bold hand. You have seen many a signature that because of sickness or old age had a tremor in it, yet it was as bold as the man who wrote it. Many an order written on the battlefield and amid the thunder of the cannonade has had evidence of excitement in every word and every letter, and in the speed with which it was folded and handed to the officer as he put his foot in the swift stirrups, and yet that commander, notwithstanding his trembling hand, gives a boldness of order that shows itself in every word written. You do not need to be told that a trembling hand does not always mean a cowardly hand. It was with a very trembling hand Charles Carroll of Carrollton signed his name to the Declaration of American Independence, but no signer had more courage. And when some one said, "There are many Charles Carrolls, and it will not be known which one it is," he resumed the pen and wrote Charles Carroll of Carrollton. Trembling, and no sign of timidity! The daring and defiance seen in the way your name is written in heaven are a challenge to all earth and hell to come on, if they can to defeat your ransomed soul. [281, 529, 526, 847]
standings-header-clubs: Clubs. [1428, 169, 1457, 181]
ticket-line: For Vice President—Simon Bolivar Buckner, of Kentucky. [1317, 1320, 1568, 1332]
comic-item: That Illinois girl who sued for $15,000 for a stolen kiss and received a verdict for $250 probably might quote still lower figures for carloads delivered on the spot. [1051, 1582, 1295, 1636]
article-paragraph: The way your name is written there is as much as to say: "I have redeemed him. I died for him. I am going to crown and enthrone him. Nothing shall ever happen down in that world where he now lives to defeat my determination to keep him, to deliver him, to save him. By my Almighty grace I am going to fetch him here. He may slip and slide, but he has got to come here. By my omnipotent sword, by the combined strength of all heaven's principalities and powers and dominions, by the 20,000 chariots of the Lord Almighty, I am going to see him through." Bold handwriting! It is the boldest thing ever written to write my name there and your name there. Unknown our weaknesses and bad propensities better than we know them ourselves. He knows all the Apollyonic hosts that are sworn to down up if they can. He knows all the temptations that will assail us between now and the moment of our last pulsation of the heart, and yet he dares to write our name there. Boldness! Nothing at Saragossa or Chalons or Marathon or Thermopylae to equal it. Nothing in the sack of gun powder which one English soldier carried under the blazing artillery of the Mohammedans and blew up the gate of Delhi. Can you not see the boldness in the penmanship that has already written our names there? Apostle Peter, what do you think of it? And he answers, "Kept by the power of God through faith unto complete salvation." Oh, blessed Christ, what dost thou mean by it? And he answers: "They shall never perish. Neither shall any man pluck them out of my hand." Yes, your names are written in heaven." [281, 848, 526, 1263]
standings-rank-1896: 8 [1308, 279, 1313, 291]
burlington-headline: ELEVEN PERSONS ARE HURT. [1051, 36, 1295, 85]
burlington-deck: Reviewing Stand at Burlington, Iowa, Goes to Pieces. [1063, 92, 1283, 117]
standings-club: Pittsburg [1375, 251, 1413, 263]
article-paragraph: A careful estimate places the damage at $500,000. Many persons were dangerously injured. [797, 750, 1039, 777]
dead-list-item: Able Davis. [806, 709, 858, 721]
ticket-line: For Vice President—Arthur Sewall, of Maine. [1317, 1181, 1514, 1194]
article-paragraph: Wind and water worked destruction at Brunswick; the streets were filled with debris, wires, telephone and telegraph poles and parts of buildings blown down and carried away. People were injured by flying objects, and one lady was killed at Everett, a small station a few miles distant. H. M. Merrill, of the Atlanta Telephone Company, reached Atlanta late at night from Brunswick and states that the city of Brunswick is badly damaged and that three big vessels were sunk in the Brunswick harbor. The latter were blown away from their moorings. Mr. Merrill says that the famous old gunboat, the Monitor, was blown away from her pier and that she was floating helplessly in the harbor in danger of going to the bottom. A part of the Oglethorpe Hotel, the leading hostelry of Brunswick, was blown away, and other big buildings were totally or partially wrecked. Many houses in the suburbs were blown away, and the water rushed through the streets in torrents, carrying property, household furniture and valuables toward the harbor. [797, 383, 1039, 645]
standings-pct-1895: .554 [1527, 238, 1546, 250]
standings-rows [1308, 182, 1569, 348]
article-paragraph: mouth? But that is where they struck him. Or to be the victim of the vilest expectoration? But under that he stooped. Oh, he was a worn out Christ! That is the reason he died so soon upon the cross. [281, 37, 526, 91]
tickets-deck: Multiplicity of Presidential Nominations May Lead to Confusion. [1319, 784, 1558, 810]
standings-rank-1896: 12 [1308, 334, 1318, 346]
article-paragraph: The public schools are many and afford liberal provision for the education of the poor. The private schools are also numerous and stand high in the estimation of the citizens. [797, 1090, 1039, 1144]
corn-fuel-headline: USE CORN FOR FUEL. [1089, 752, 1257, 770]
ticket-line: For Vice President—James Haywood Southgate of North Carolina. [1308, 1029, 1569, 1055]
comic-item: Frank Coopler, an Indiana farmer, perpetrated a terrible revenge on a young woman who rejected his suit. He locked himself in a room, wrote of his unfortunate love affair to the coroner, saying that life had lost all charms for him, and then proceeded to eat three bars of soap! Usually the caliber and make of suicide's revolvers are mentioned, but in this case we have no clew to the brand of soap used by Mr. Coopler in his rash act. At any rate, the plan failed, and he is alive and well again. The "soap route" is not so successful as a short cut to the hereafter. [1051, 1679, 1295, 1830]
article-paragraph: And you will turn forward and backward the leaves and see other names there, perhaps your father's name, and your mother's name, and your brother's name, and your sister's name, and your wife's name, and apostolic names, and say: "I am not surprised that those names are here recorded. They were better than I ever was. But astonishment overwhelming, that my name is in this book!" And turning back to the page on which is inscribed your name, you will stand and look at it, until seeing that others are waiting to examine the records with reference to their own names, you step back into the ranks of the redeemed, with them to talk over the wonderment. [539, 522, 784, 701]
standings-row [1308, 307, 1569, 321]
standings-pct-1896: .290 [1331, 334, 1350, 346]
section-heading: Handsome Church Edifices. [848, 1005, 988, 1017]
section-heading: Plainly Written. [365, 1803, 442, 1815]
article-paragraph: Eleven persons received injuries and the big Iowa semicentennial crowd present in Burlington was thrown into a serious panic at noon Thursday. The reviewing stand near the Union depot, from which Vice President Stevenson and Gov. Drake were reviewing the parade, collapsed suddenly, throwing the distinguished party in a confused struggling mass of humanity into a depression in the ground fifteen feet below the surface of the platform. The stand which collapsed was a flimsy affair, hastily constructed of light timbers. It was erected to accommodate Vice President Stevenson for the review. The officers near it warned the people not to crowd it, as they considered it unsafe. [1051, 128, 1295, 307]
standings-row [1308, 196, 1569, 210]
corn-fuel-deck: States of Northwest Will Not Pay Tribute to the Combine. [1061, 773, 1285, 798]
column-4 [791, 36, 1044, 2307]
standings-rank-1895: 11 [1559, 321, 1569, 332]
